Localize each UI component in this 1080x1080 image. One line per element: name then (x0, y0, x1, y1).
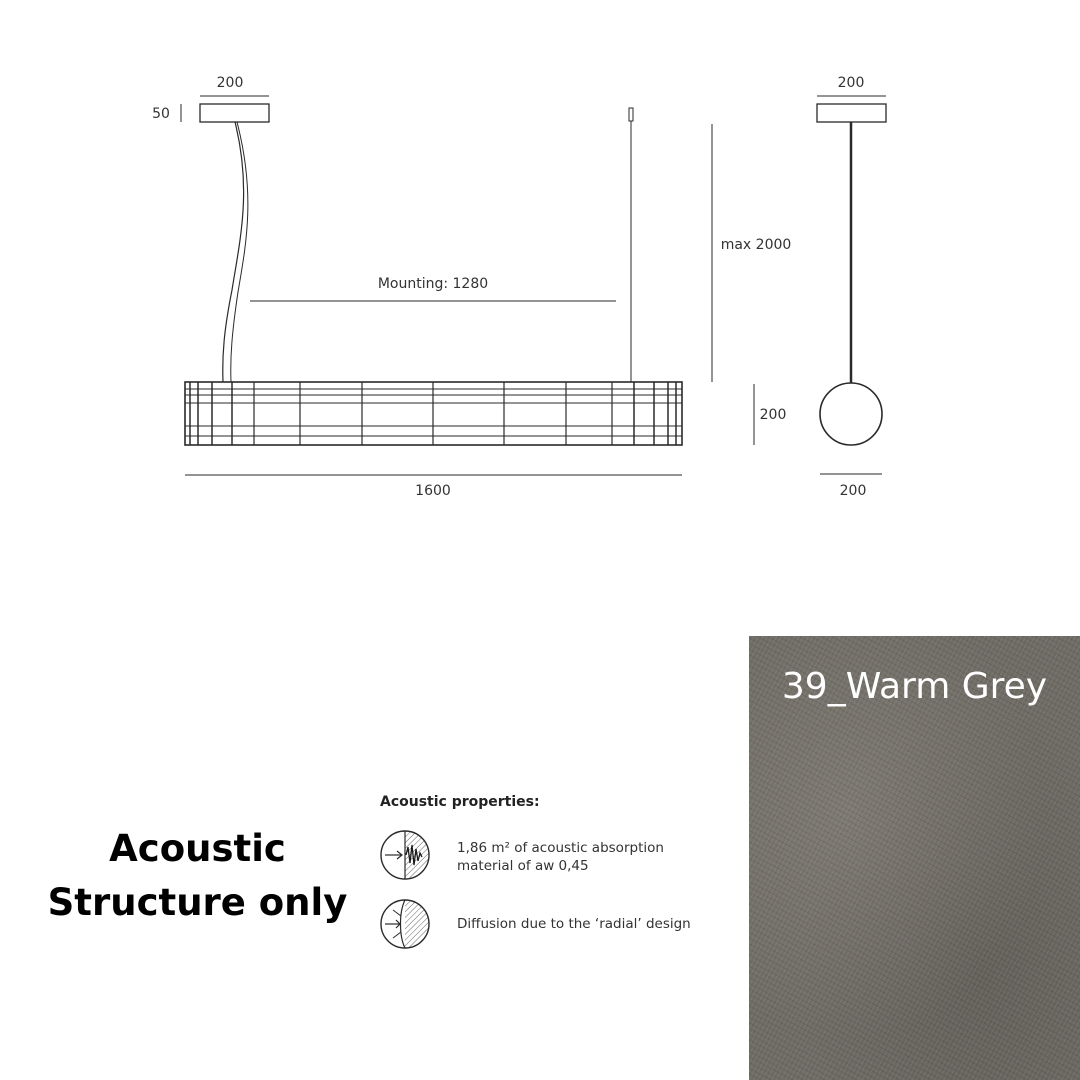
dim-suspension: max 2000 (720, 237, 792, 253)
sound-absorption-icon (379, 829, 431, 881)
dim-canopy-height: 50 (152, 106, 170, 122)
absorption-line1: 1,86 m² of acoustic absorption (457, 840, 664, 856)
diffusion-description (457, 915, 691, 933)
color-swatch (749, 636, 1080, 1080)
dim-mounting: Mounting: 1280 (377, 276, 489, 292)
swatch-label: 39_Warm Grey (781, 666, 1048, 707)
dim-canopy-width: 200 (216, 75, 244, 91)
headline-line2: Structure only (47, 881, 348, 924)
suspension-clip (629, 108, 633, 121)
dim-length: 1600 (415, 483, 451, 499)
headline (40, 822, 355, 930)
acoustic-cage-body (185, 382, 682, 445)
power-cable (223, 122, 244, 382)
sound-diffusion-icon (379, 898, 431, 950)
ceiling-canopy (200, 104, 269, 122)
power-cable-2 (231, 122, 248, 382)
absorption-description (457, 839, 664, 875)
dim-side-diameter: 200 (839, 483, 867, 499)
absorption-line2: material of aw 0,45 (457, 858, 589, 874)
dim-side-canopy-width: 200 (837, 75, 865, 91)
side-ceiling-canopy (817, 104, 886, 122)
headline-line1: Acoustic (109, 827, 286, 870)
dim-body-height: 200 (759, 407, 787, 423)
diffusion-text: Diffusion due to the ‘radial’ design (457, 916, 691, 932)
side-body-circle (820, 383, 882, 445)
acoustic-properties-title: Acoustic properties: (380, 794, 540, 810)
